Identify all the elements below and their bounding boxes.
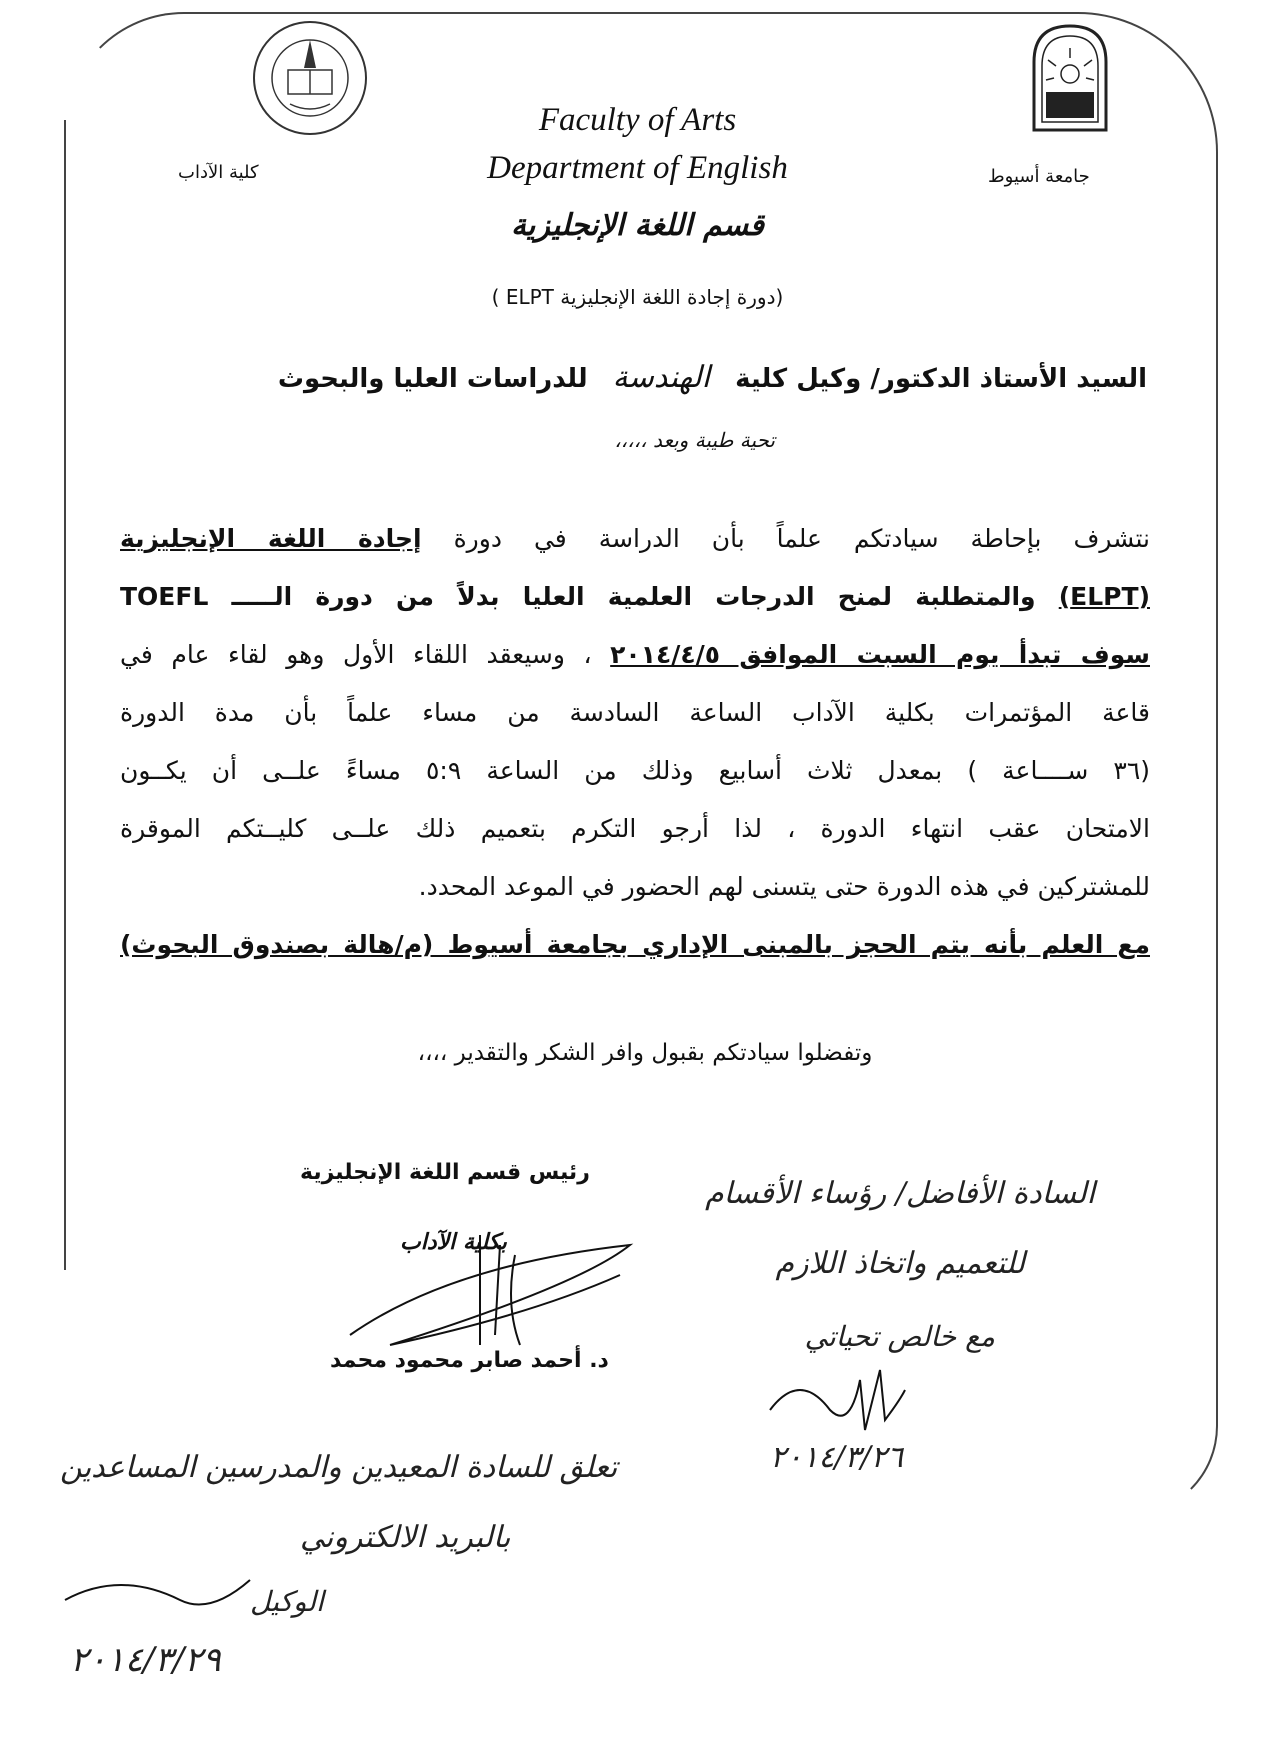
body-line-1 — [120, 510, 1150, 568]
seal-text-hidden — [250, 20, 251, 21]
handwritten-note-1-date: ٢٠١٤/٣/٢٦ — [770, 1440, 904, 1475]
signature-scribble — [330, 1225, 660, 1365]
handwritten-note-2-line-1: تعلق للسادة المعيدين والمدرسين المساعدين — [60, 1450, 618, 1485]
handwritten-note-1-line-1: السادة الأفاضل/ رؤساء الأقسام — [705, 1176, 1095, 1211]
addressee-line — [278, 360, 1147, 395]
body-line-1-text: نتشرف بإحاطة سيادتكم علماً بأن الدراسة في دورة — [421, 524, 1150, 553]
signatory-faculty: بكلية الآداب — [400, 1230, 507, 1255]
body-line-3-emphasis: سوف تبدأ يوم السبت الموافق ٢٠١٤/٤/٥ — [610, 640, 1150, 669]
handwritten-note-2-signature — [60, 1560, 260, 1620]
closing-line: وتفضلوا سيادتكم بقبول وافر الشكر والتقدير ،،،، — [417, 1040, 873, 1066]
body-line-2-emphasis: (ELPT) — [1058, 582, 1150, 611]
department-name-ar: قسم اللغة الإنجليزية — [510, 208, 765, 243]
body-line-3 — [120, 626, 1150, 684]
university-name-ar: جامعة أسيوط — [988, 166, 1090, 187]
body-line-3-text: ، وسيعقد اللقاء الأول وهو لقاء عام في — [120, 640, 611, 669]
handwritten-note-1-line-2: للتعميم واتخاذ اللازم — [775, 1246, 1025, 1281]
body-line-6: الامتحان عقب انتهاء الدورة ، لذا أرجو التكرم بتعميم ذلك علــى كليــتكم الموقرة — [120, 814, 1150, 843]
body-line-1-emphasis: إجادة اللغة الإنجليزية — [120, 524, 422, 553]
body-line-7: للمشتركين في هذه الدورة حتى يتسنى لهم الحضور في الموعد المحدد. — [418, 872, 1150, 901]
handwritten-note-2-line-3: الوكيل — [250, 1585, 324, 1618]
signatory-title: رئيس قسم اللغة الإنجليزية — [300, 1160, 590, 1185]
addressee-prefix: السيد الأستاذ الدكتور/ وكيل كلية — [735, 364, 1147, 394]
greeting: تحية طيبة وبعد ،،،،، — [614, 428, 775, 452]
body-line-2-text: والمتطلبة لمنح الدرجات العلمية العليا بدلاً من دورة الـــــ TOEFL — [120, 582, 1059, 611]
body-line-8: مع العلم بأنه يتم الحجز بالمبنى الإداري بجامعة أسيوط (م/هالة بصندوق البحوث) — [120, 930, 1150, 959]
handwritten-note-1-line-3: مع خالص تحياتي — [804, 1320, 995, 1353]
signatory-name: د. أحمد صابر محمود محمد — [330, 1348, 609, 1373]
faculty-name-en: Faculty of Arts — [538, 102, 737, 138]
addressee-suffix: للدراسات العليا والبحوث — [277, 364, 588, 394]
body-line-4: قاعة المؤتمرات بكلية الآداب الساعة السادسة من مساء علماً بأن مدة الدورة — [120, 698, 1150, 727]
handwritten-note-2-line-2: بالبريد الالكتروني — [300, 1520, 511, 1555]
logo-text-hidden — [1040, 100, 1041, 101]
course-title: (دورة إجادة اللغة الإنجليزية ELPT ) — [491, 285, 784, 309]
faculty-name-ar: كلية الآداب — [178, 162, 259, 183]
letter-body — [120, 510, 1150, 974]
department-name-en: Department of English — [487, 150, 788, 186]
addressee-handwritten: الهندسة — [612, 360, 710, 395]
handwritten-note-1-signature — [760, 1360, 910, 1440]
handwritten-note-2-date: ٢٠١٤/٣/٢٩ — [70, 1640, 221, 1680]
body-line-2 — [120, 568, 1150, 626]
body-line-5: (٣٦ ســــاعة ) بمعدل ثلاث أسابيع وذلك من الساعة ٥:٩ مساءً علــى أن يكــون — [120, 756, 1151, 785]
